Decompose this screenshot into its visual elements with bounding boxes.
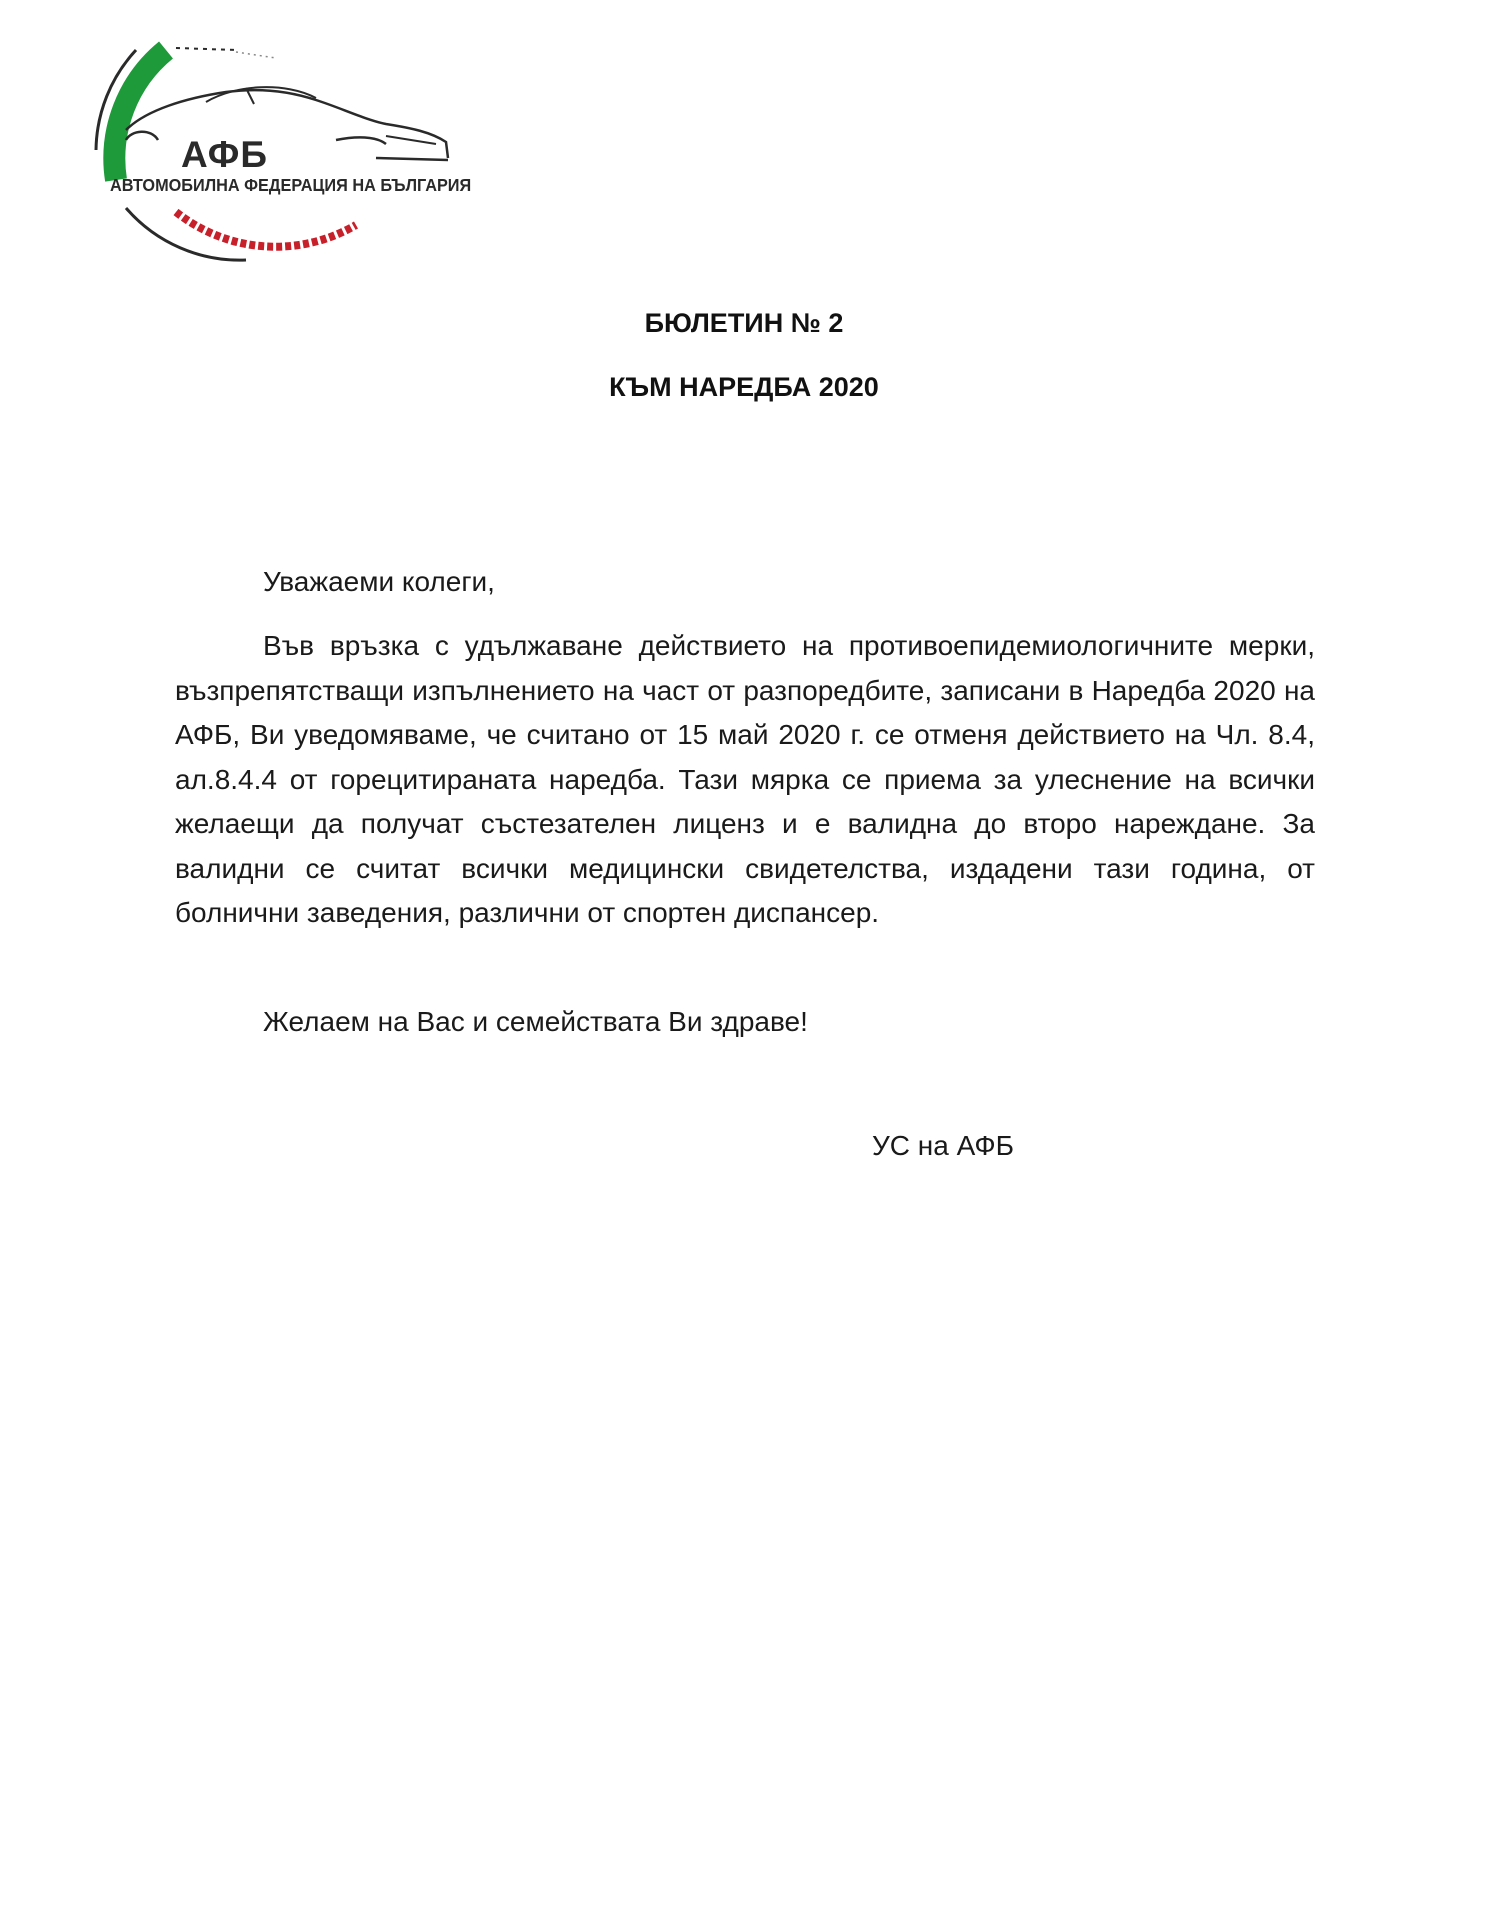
signature: УС на АФБ: [872, 1130, 1015, 1161]
logo-full-name: АВТОМОБИЛНА ФЕДЕРАЦИЯ НА БЪЛГАРИЯ: [110, 175, 472, 195]
afb-logo: [86, 40, 476, 270]
greeting: Уважаеми колеги,: [263, 566, 495, 597]
car-headlight: [386, 136, 436, 144]
car-bottom-line: [376, 158, 448, 160]
car-rear-wheel-arch: [126, 132, 158, 140]
document-title: БЮЛЕТИН № 2: [644, 308, 844, 338]
document-subtitle: КЪМ НАРЕДБА 2020: [609, 372, 879, 402]
body-paragraph: Във връзка с удължаване действието на противоепидемиологичните мерки, възпрепятстващи изпълнението на част от разпоредбите, записани в Наредба 2020 на АФБ, Ви уведомяваме, че считано от 15 май 2020 г. се отменя действието на Чл. 8.4, ал.8.4.4 от горецитираната наредба. Тази мярка се приема за улеснение на всички желаещи да получат състезателен лиценз и е валидна до второ нареждане. За валидни се считат всички медицински свидетелства, издадени тази година, от болнични заведения, различни от спортен диспансер.: [175, 630, 1315, 928]
tick-marks-top-2: [236, 52, 276, 58]
car-wheel-arch: [336, 137, 386, 144]
closing-line: Желаем на Вас и семействата Ви здраве!: [263, 1006, 808, 1037]
logo-graphic: [86, 40, 476, 270]
red-arc: [176, 212, 356, 247]
tick-marks-top: [176, 48, 236, 50]
car-roof-line: [126, 90, 448, 158]
logo-abbreviation: АФБ: [181, 134, 268, 175]
